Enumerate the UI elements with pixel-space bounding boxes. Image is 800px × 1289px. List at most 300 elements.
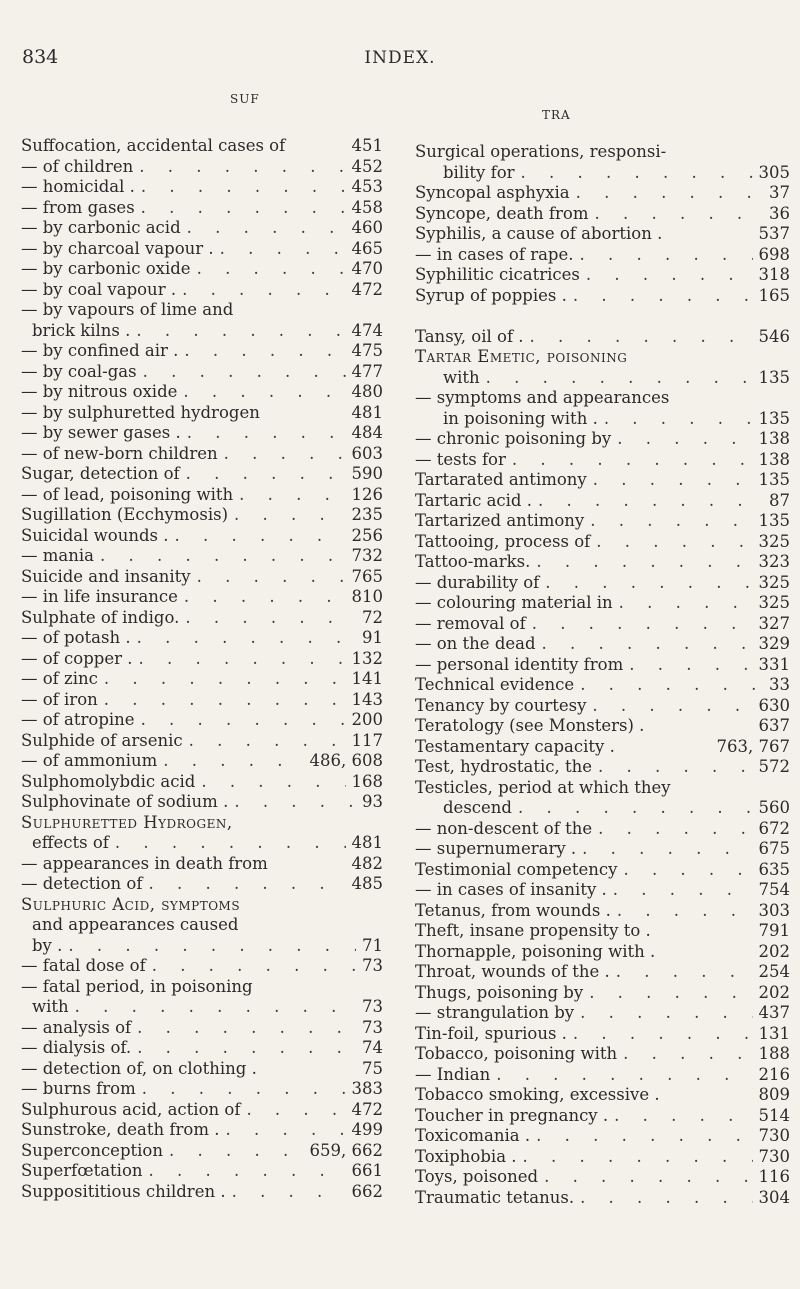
index-entry	[0, 813, 400, 834]
page-reference: 256	[351, 525, 383, 545]
page-reference: 809	[758, 1085, 790, 1104]
page-reference: 481	[351, 833, 383, 852]
page-reference: 202	[758, 982, 790, 1002]
index-entry	[0, 444, 400, 465]
page-reference: 791	[758, 921, 790, 940]
page-reference: 117	[351, 730, 383, 750]
leader-dots	[532, 614, 753, 635]
index-entry	[411, 1106, 800, 1127]
page-title: INDEX.	[364, 48, 436, 68]
index-term: — chronic poisoning by	[415, 429, 612, 448]
page-reference: 630	[758, 695, 790, 715]
index-term: brick kilns .	[32, 320, 131, 340]
page-reference: 484	[351, 423, 383, 442]
index-term: Tartar Emetic, poisoning	[415, 347, 628, 366]
index-entry	[411, 757, 800, 778]
index-term: — removal of	[415, 613, 526, 633]
leader-dots	[234, 792, 356, 813]
page-reference: 470	[351, 259, 383, 278]
index-term: Sulphuric Acid, symptoms	[21, 894, 241, 914]
index-term: Sulphide of arsenic	[21, 730, 183, 750]
index-term: — of lead, poisoning with	[21, 484, 234, 504]
page-reference: 135	[758, 408, 790, 428]
index-entry	[411, 388, 800, 409]
leader-dots	[598, 757, 752, 778]
index-term: Sunstroke, death from .	[21, 1120, 220, 1139]
index-term: — in cases of rape.	[415, 244, 574, 264]
index-term: — durability of	[415, 572, 540, 592]
index-term: — personal identity from	[415, 654, 624, 674]
index-entry	[0, 608, 400, 629]
index-term: — by coal-gas	[21, 361, 137, 381]
page-reference: 810	[351, 587, 383, 606]
leader-dots	[187, 423, 346, 444]
leader-dots	[617, 901, 753, 922]
page-reference: 325	[758, 593, 790, 612]
index-entry	[411, 142, 800, 163]
leader-dots	[246, 1100, 345, 1121]
index-entry	[0, 362, 400, 383]
leader-dots	[596, 532, 752, 553]
page-reference: 486, 608	[309, 751, 383, 770]
index-term: Sugillation (Ecchymosis)	[21, 505, 229, 524]
page-reference: 763, 767	[716, 736, 790, 756]
page-reference: 325	[758, 572, 790, 592]
index-entry	[411, 819, 800, 840]
index-entry	[0, 915, 400, 936]
index-entry	[0, 710, 400, 731]
page-reference: 637	[758, 716, 790, 735]
leader-dots	[169, 1141, 304, 1162]
index-entry	[0, 772, 400, 793]
index-term: Traumatic tetanus.	[415, 1187, 575, 1207]
leader-dots	[592, 696, 752, 717]
page-reference: 135	[758, 511, 790, 530]
index-entry	[411, 224, 800, 245]
index-entry	[0, 854, 400, 875]
index-entry	[411, 737, 800, 758]
index-entry	[411, 532, 800, 553]
index-term: Syncope, death from	[415, 203, 589, 223]
index-term: — by coal vapour .	[21, 279, 177, 299]
index-entry	[411, 1065, 800, 1086]
leader-dots	[573, 286, 753, 307]
page-reference: 730	[758, 1146, 790, 1166]
page-reference: 135	[758, 470, 790, 489]
leader-dots	[619, 593, 753, 614]
leader-dots	[530, 327, 753, 348]
index-entry	[411, 286, 800, 307]
index-entry	[411, 552, 800, 573]
page-reference: 499	[351, 1120, 383, 1139]
leader-dots	[580, 245, 753, 266]
index-term: with	[32, 997, 69, 1016]
leader-dots	[115, 833, 346, 854]
index-entry	[0, 546, 400, 567]
index-term: Toxicomania .	[415, 1126, 531, 1145]
leader-dots	[137, 628, 356, 649]
index-entry	[411, 921, 800, 942]
index-term: — supernumerary .	[415, 839, 577, 858]
index-entry	[0, 1059, 400, 1080]
index-term: — symptoms and appearances	[415, 388, 670, 407]
page-reference: 765	[351, 566, 383, 586]
index-term: Tansy, oil of .	[415, 326, 524, 346]
page-reference: 72	[362, 607, 383, 627]
page-reference: 698	[758, 244, 790, 264]
index-entry	[411, 1024, 800, 1045]
index-entry	[411, 778, 800, 799]
leader-dots	[629, 655, 752, 676]
page-reference: 537	[758, 224, 790, 243]
index-entry	[411, 245, 800, 266]
index-term: — dialysis of.	[21, 1038, 132, 1057]
index-entry	[0, 321, 400, 342]
leader-dots	[614, 1106, 752, 1127]
index-entry	[0, 1038, 400, 1059]
page-reference: 325	[758, 531, 790, 551]
page-reference: 329	[758, 634, 790, 653]
index-term: Tattoo-marks.	[415, 552, 531, 571]
page-reference: 91	[362, 628, 383, 647]
leader-dots	[576, 183, 763, 204]
index-term: — from gases	[21, 197, 135, 217]
index-term: with	[443, 367, 480, 387]
index-entry	[411, 183, 800, 204]
index-entry	[0, 1182, 400, 1203]
index-entry	[411, 491, 800, 512]
page-reference: 168	[351, 771, 383, 791]
index-entry	[411, 962, 800, 983]
index-entry	[0, 587, 400, 608]
index-term: Toys, poisoned	[415, 1167, 539, 1186]
index-term: Teratology (see Monsters) .	[415, 716, 645, 735]
index-entry	[411, 716, 800, 737]
page-reference: 36	[769, 203, 790, 223]
index-entry	[0, 833, 400, 854]
index-term: — fatal dose of	[21, 956, 146, 975]
index-term: — of copper .	[21, 648, 133, 668]
page-reference: 635	[758, 859, 790, 879]
leader-dots	[573, 1024, 753, 1045]
index-term: — Indian	[415, 1064, 491, 1084]
leader-dots	[184, 587, 346, 608]
index-entry	[411, 839, 800, 860]
leader-dots	[184, 341, 345, 362]
leader-dots	[518, 798, 753, 819]
index-term: in poisoning with .	[443, 408, 598, 428]
page-reference: 452	[351, 156, 383, 176]
page-reference: 200	[351, 710, 383, 729]
leader-dots	[197, 259, 346, 280]
leader-dots	[141, 177, 346, 198]
leader-dots	[545, 573, 752, 594]
leader-dots	[589, 983, 752, 1004]
index-term: Sulphate of indigo.	[21, 607, 180, 627]
page-reference: 327	[758, 613, 790, 633]
page-reference: 202	[758, 941, 790, 961]
page-reference: 481	[351, 402, 383, 422]
index-term: — of potash .	[21, 628, 131, 647]
index-term: Toxiphobia .	[415, 1146, 517, 1166]
index-term: Superfœtation	[21, 1161, 143, 1180]
index-entry	[411, 983, 800, 1004]
leader-dots	[234, 505, 345, 526]
leader-dots	[100, 546, 346, 567]
leader-dots	[536, 1126, 752, 1147]
leader-dots	[183, 382, 345, 403]
page-reference: 460	[351, 218, 383, 237]
index-entry	[0, 649, 400, 670]
leader-dots	[623, 860, 752, 881]
page-reference: 451	[351, 136, 383, 155]
index-entry	[0, 1141, 400, 1162]
leader-dots	[139, 157, 345, 178]
index-entry	[0, 157, 400, 178]
index-entry	[411, 347, 800, 368]
leader-dots	[197, 567, 346, 588]
index-entry	[411, 1085, 800, 1106]
index-entry	[0, 977, 400, 998]
index-term: bility for	[443, 162, 515, 182]
index-entry	[0, 239, 400, 260]
index-entry	[411, 696, 800, 717]
index-entry	[411, 593, 800, 614]
index-term: Supposititious children .	[21, 1181, 226, 1201]
index-entry	[0, 792, 400, 813]
index-term: — in cases of insanity .	[415, 880, 607, 899]
section-gap	[411, 306, 800, 327]
index-entry	[411, 204, 800, 225]
index-term: — analysis of	[21, 1017, 132, 1037]
index-term: Syphilitic cicatrices	[415, 265, 580, 284]
index-term: Toucher in pregnancy .	[415, 1105, 609, 1125]
index-entry	[411, 470, 800, 491]
page-reference: 383	[351, 1079, 383, 1098]
leader-dots	[580, 1188, 752, 1209]
leader-dots	[143, 362, 346, 383]
index-entry	[411, 1147, 800, 1168]
index-term: Tartarated antimony	[415, 470, 587, 489]
page-reference: 465	[351, 238, 383, 258]
page-reference: 672	[758, 818, 790, 838]
page-reference: 659, 662	[309, 1140, 383, 1160]
index-term: Syphilis, a cause of abortion .	[415, 224, 663, 243]
index-entry	[411, 1167, 800, 1188]
index-entry	[0, 198, 400, 219]
leader-dots	[137, 1018, 356, 1039]
leader-dots	[137, 1038, 356, 1059]
index-term: — detection of, on clothing .	[21, 1058, 257, 1078]
leader-dots	[580, 1003, 752, 1024]
leader-dots	[220, 239, 346, 260]
index-term: Superconception	[21, 1140, 163, 1160]
leader-dots	[604, 409, 753, 430]
index-term: Syrup of poppies .	[415, 285, 567, 305]
page-reference: 73	[362, 1017, 383, 1037]
index-term: Sulphuretted Hydrogen,	[21, 812, 233, 832]
index-entry	[411, 368, 800, 389]
leader-dots	[104, 669, 346, 690]
page-reference: 453	[351, 177, 383, 196]
index-term: Tetanus, from wounds .	[415, 900, 611, 920]
index-entry	[0, 280, 400, 301]
leader-dots	[616, 962, 753, 983]
index-term: Surgical operations, responsi-	[415, 142, 667, 161]
index-term: — of ammonium	[21, 751, 158, 770]
index-term: — homicidal .	[21, 177, 135, 196]
leader-dots	[544, 1167, 752, 1188]
page-reference: 572	[758, 757, 790, 776]
leader-dots	[182, 280, 345, 301]
index-entry	[411, 265, 800, 286]
leader-dots	[594, 204, 763, 225]
page-reference: 143	[351, 689, 383, 709]
index-column-right	[411, 142, 800, 1208]
page-reference: 675	[758, 839, 790, 858]
index-entry	[411, 798, 800, 819]
index-entry	[411, 327, 800, 348]
leader-dots	[136, 321, 345, 342]
leader-dots	[512, 450, 753, 471]
leader-dots	[174, 526, 345, 547]
index-term: — of children	[21, 156, 134, 176]
page-reference: 475	[351, 341, 383, 360]
index-entry	[0, 218, 400, 239]
leader-dots	[149, 1161, 346, 1182]
leader-dots	[142, 1079, 346, 1100]
page-reference: 485	[351, 874, 383, 893]
index-entry	[411, 942, 800, 963]
leader-dots	[68, 936, 356, 957]
index-term: Sulphomolybdic acid	[21, 771, 196, 791]
index-term: Theft, insane propensity to .	[415, 921, 651, 940]
leader-dots	[239, 485, 345, 506]
page-reference: 304	[758, 1187, 790, 1207]
leader-dots	[582, 839, 752, 860]
index-term: — by charcoal vapour .	[21, 238, 214, 258]
index-term: — fatal period, in poisoning	[21, 976, 253, 996]
index-term: — detection of	[21, 874, 143, 893]
index-entry	[411, 1003, 800, 1024]
index-entry	[0, 669, 400, 690]
index-term: — by sulphuretted hydrogen	[21, 402, 260, 422]
page-reference: 305	[758, 162, 790, 182]
index-entry	[411, 163, 800, 184]
page-reference: 514	[758, 1105, 790, 1125]
index-entry	[0, 526, 400, 547]
page-reference: 188	[758, 1044, 790, 1063]
page-reference: 74	[362, 1038, 383, 1057]
index-entry	[411, 655, 800, 676]
leader-dots	[141, 710, 346, 731]
leader-dots	[138, 649, 345, 670]
leader-dots	[104, 690, 346, 711]
index-entry	[411, 1126, 800, 1147]
index-entry	[0, 731, 400, 752]
page-reference: 480	[351, 382, 383, 401]
index-term: — of atropine	[21, 710, 135, 729]
index-term: — on the dead	[415, 634, 536, 653]
leader-dots	[189, 731, 346, 752]
page-reference: 472	[351, 1099, 383, 1119]
index-entry	[411, 409, 800, 430]
index-term: — by vapours of lime and	[21, 300, 234, 319]
index-term: Tobacco smoking, excessive .	[415, 1085, 660, 1104]
index-entry	[411, 511, 800, 532]
page-reference: 730	[758, 1126, 790, 1145]
leader-dots	[486, 368, 753, 389]
page-reference: 75	[362, 1058, 383, 1078]
page-reference: 754	[758, 880, 790, 899]
index-entry	[0, 895, 400, 916]
page-reference: 235	[351, 505, 383, 524]
index-entry	[411, 614, 800, 635]
index-term: Suicide and insanity	[21, 566, 191, 586]
index-term: Tin-foil, spurious .	[415, 1023, 567, 1043]
index-entry	[411, 450, 800, 471]
leader-dots	[536, 552, 752, 573]
index-entry	[0, 874, 400, 895]
page-reference: 73	[362, 956, 383, 975]
index-entry	[0, 177, 400, 198]
index-entry	[411, 1044, 800, 1065]
leader-dots	[152, 956, 356, 977]
leader-dots	[590, 511, 752, 532]
leader-dots	[593, 470, 753, 491]
index-entry	[0, 382, 400, 403]
page-reference: 472	[351, 279, 383, 299]
leader-dots	[163, 751, 303, 772]
index-term: — by carbonic oxide	[21, 259, 191, 278]
catchword-right: TRA	[542, 108, 571, 122]
page-reference: 560	[758, 798, 790, 817]
page-reference: 73	[362, 997, 383, 1016]
page-reference: 437	[758, 1003, 790, 1022]
leader-dots	[496, 1065, 752, 1086]
index-entry	[0, 403, 400, 424]
index-term: Throat, wounds of the .	[415, 962, 610, 981]
page-reference: 482	[351, 853, 383, 873]
page-reference: 303	[758, 900, 790, 920]
index-term: Testicles, period at which they	[415, 777, 671, 797]
index-term: — by nitrous oxide	[21, 382, 178, 401]
page-reference: 138	[758, 449, 790, 469]
index-term: by .	[32, 935, 63, 955]
index-entry	[0, 628, 400, 649]
index-entry	[0, 505, 400, 526]
leader-dots	[623, 1044, 752, 1065]
page-reference: 135	[758, 367, 790, 387]
leader-dots	[521, 163, 753, 184]
index-term: — appearances in death from	[21, 853, 268, 873]
index-term: Technical evidence	[415, 675, 575, 694]
index-term: — mania	[21, 546, 94, 565]
index-entry	[0, 567, 400, 588]
index-entry	[0, 300, 400, 321]
index-entry	[0, 341, 400, 362]
index-term: — strangulation by	[415, 1003, 575, 1022]
index-term: descend	[443, 798, 512, 817]
index-term: and appearances caused	[32, 915, 239, 934]
index-entry	[0, 956, 400, 977]
index-term: — by sewer gases .	[21, 423, 181, 442]
index-term: Sulphovinate of sodium .	[21, 792, 229, 811]
page-reference: 33	[769, 675, 790, 694]
page-number: 834	[22, 46, 59, 68]
leader-dots	[538, 491, 763, 512]
index-entry	[411, 901, 800, 922]
